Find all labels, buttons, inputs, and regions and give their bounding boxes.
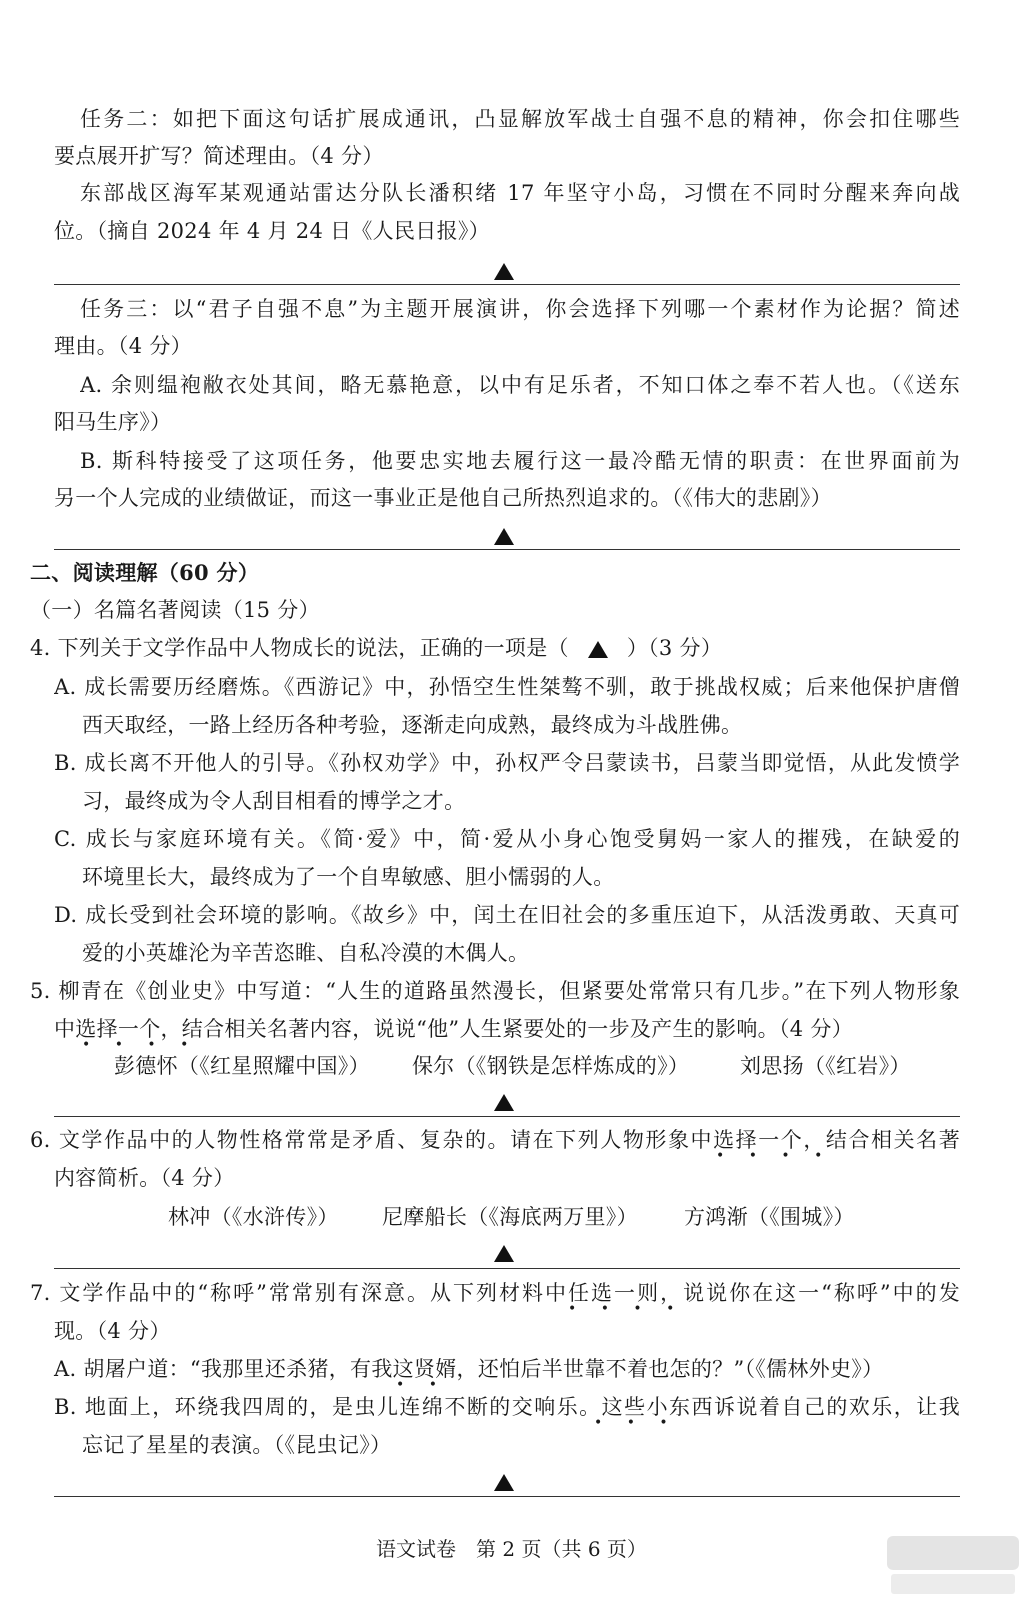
q4-option-c-line1: C. 成长与家庭环境有关。《简·爱》中，简·爱从小身心饱受舅妈一家人的摧残，在缺爱的 — [54, 827, 960, 851]
task3-option-a-line1: A. 余则缊袍敝衣处其间，略无慕艳意，以中有足乐者，不知口体之奉不若人也。（《送东 — [80, 373, 960, 397]
q4-option-d-line1: D. 成长受到社会环境的影响。《故乡》中，闰土在旧社会的多重压迫下，从活泼勇敢、天真可 — [54, 903, 960, 927]
q6-option-1: 林冲（《水浒传》） — [168, 1205, 339, 1229]
q5-option-3: 刘思扬（《红岩》） — [740, 1054, 911, 1078]
task3-line2: 理由。（4 分） — [54, 334, 192, 358]
task2-line1: 任务二：如把下面这句话扩展成通讯，凸显解放军战士自强不息的精神，你会扣住哪些 — [80, 107, 960, 131]
page-footer: 语文试卷 第 2 页（共 6 页） — [376, 1537, 647, 1561]
emphasis-dots: • • • • — [82, 1037, 199, 1053]
q6-option-2: 尼摩船长（《海底两万里》） — [382, 1205, 638, 1229]
q4-stem-text: 4. 下列关于文学作品中人物成长的说法，正确的一项是（ — [30, 636, 569, 660]
answer-triangle-icon — [494, 263, 514, 280]
answer-triangle-icon — [494, 1245, 514, 1262]
emphasis-dots: • • • • — [716, 1148, 833, 1164]
emphasis-dots: • • — [396, 1377, 447, 1393]
q7-option-a: A. 胡屠户道：“我那里还杀猪，有我这贤婿，还怕后半世靠不着也怎的？”（《儒林外史》） — [54, 1357, 884, 1381]
answer-triangle-icon — [494, 1474, 514, 1491]
task3-option-a-line2: 阳马生序》） — [54, 410, 172, 434]
watermark-logo — [883, 1530, 1023, 1600]
q5-line2: 中选择一个，结合相关名著内容，说说“他”人生紧要处的一步及产生的影响。（4 分） — [54, 1017, 854, 1041]
q4-option-c-line2: 环境里长大，最终成为了一个自卑敏感、胆小懦弱的人。 — [82, 865, 615, 889]
q6-line2: 内容简析。（4 分） — [54, 1166, 235, 1190]
q4-option-b-line2: 习，最终成为令人刮目相看的博学之才。 — [82, 789, 466, 813]
q4-stem — [30, 633, 722, 663]
q4-stem-score: ）（3 分） — [626, 636, 723, 660]
q4-option-d-line2: 爱的小英雄沦为辛苦恣睢、自私冷漠的木偶人。 — [82, 941, 530, 965]
q5-option-1: 彭德怀（《红星照耀中国》） — [114, 1054, 370, 1078]
q4-option-a-line2: 西天取经，一路上经历各种考验，逐渐走向成熟，最终成为斗战胜佛。 — [82, 713, 743, 737]
q6-option-3: 方鸿渐（《围城》） — [684, 1205, 855, 1229]
task3-option-b-line1: B. 斯科特接受了这项任务，他要忠实地去履行这一最冷酷无情的职责：在世界面前为 — [80, 449, 960, 473]
task3-line1: 任务三：以“君子自强不息”为主题开展演讲，你会选择下列哪一个素材作为论据？简述 — [80, 297, 960, 321]
answer-rule — [54, 1496, 960, 1497]
task2-quote-line2: 位。（摘自 2024 年 4 月 24 日《人民日报》） — [54, 219, 490, 243]
q7-line1: 7. 文学作品中的“称呼”常常别有深意。从下列材料中任选一则，说说你在这一“称呼”中的发 — [30, 1281, 960, 1305]
answer-rule — [54, 549, 960, 550]
answer-triangle-icon — [588, 641, 608, 658]
q4-option-a-line1: A. 成长需要历经磨炼。《西游记》中，孙悟空生性桀骜不驯，敢于挑战权威；后来他保护唐僧 — [54, 675, 960, 699]
task2-line2: 要点展开扩写？简述理由。（4 分） — [54, 144, 384, 168]
q7-option-b-line2: 忘记了星星的表演。（《昆虫记》） — [82, 1433, 392, 1457]
task2-quote-line1: 东部战区海军某观通站雷达分队长潘积绪 17 年坚守小岛，习惯在不同时分醒来奔向战 — [80, 181, 960, 205]
answer-rule — [54, 1116, 960, 1117]
answer-triangle-icon — [494, 1094, 514, 1111]
q5-line1: 5. 柳青在《创业史》中写道：“人生的道路虽然漫长，但紧要处常常只有几步。”在下列人物形象 — [30, 979, 960, 1003]
q7-line2: 现。（4 分） — [54, 1319, 171, 1343]
answer-triangle-icon — [494, 528, 514, 545]
q7-option-b-line1: B. 地面上，环绕我四周的，是虫儿连绵不断的交响乐。这些小东西诉说着自己的欢乐，让我 — [54, 1395, 960, 1419]
section-title: 二、阅读理解（60 分） — [30, 560, 260, 585]
subsection-title: （一）名篇名著阅读（15 分） — [30, 598, 320, 622]
emphasis-dots: • • • — [594, 1415, 678, 1431]
q4-answer-blank[interactable] — [569, 640, 627, 660]
answer-rule — [54, 284, 960, 285]
task3-option-b-line2: 另一个人完成的业绩做证，而这一事业正是他自己所热烈追求的。（《伟大的悲剧》） — [54, 486, 832, 510]
q4-option-b-line1: B. 成长离不开他人的引导。《孙权劝学》中，孙权严令吕蒙读书，吕蒙当即觉悟，从此发愤学 — [54, 751, 960, 775]
emphasis-dots: • • • • — [568, 1301, 685, 1317]
q5-option-2: 保尔（《钢铁是怎样炼成的》） — [412, 1054, 690, 1078]
answer-rule — [54, 1268, 960, 1269]
q6-line1: 6. 文学作品中的人物性格常常是矛盾、复杂的。请在下列人物形象中选择一个，结合相关名著 — [30, 1128, 960, 1152]
